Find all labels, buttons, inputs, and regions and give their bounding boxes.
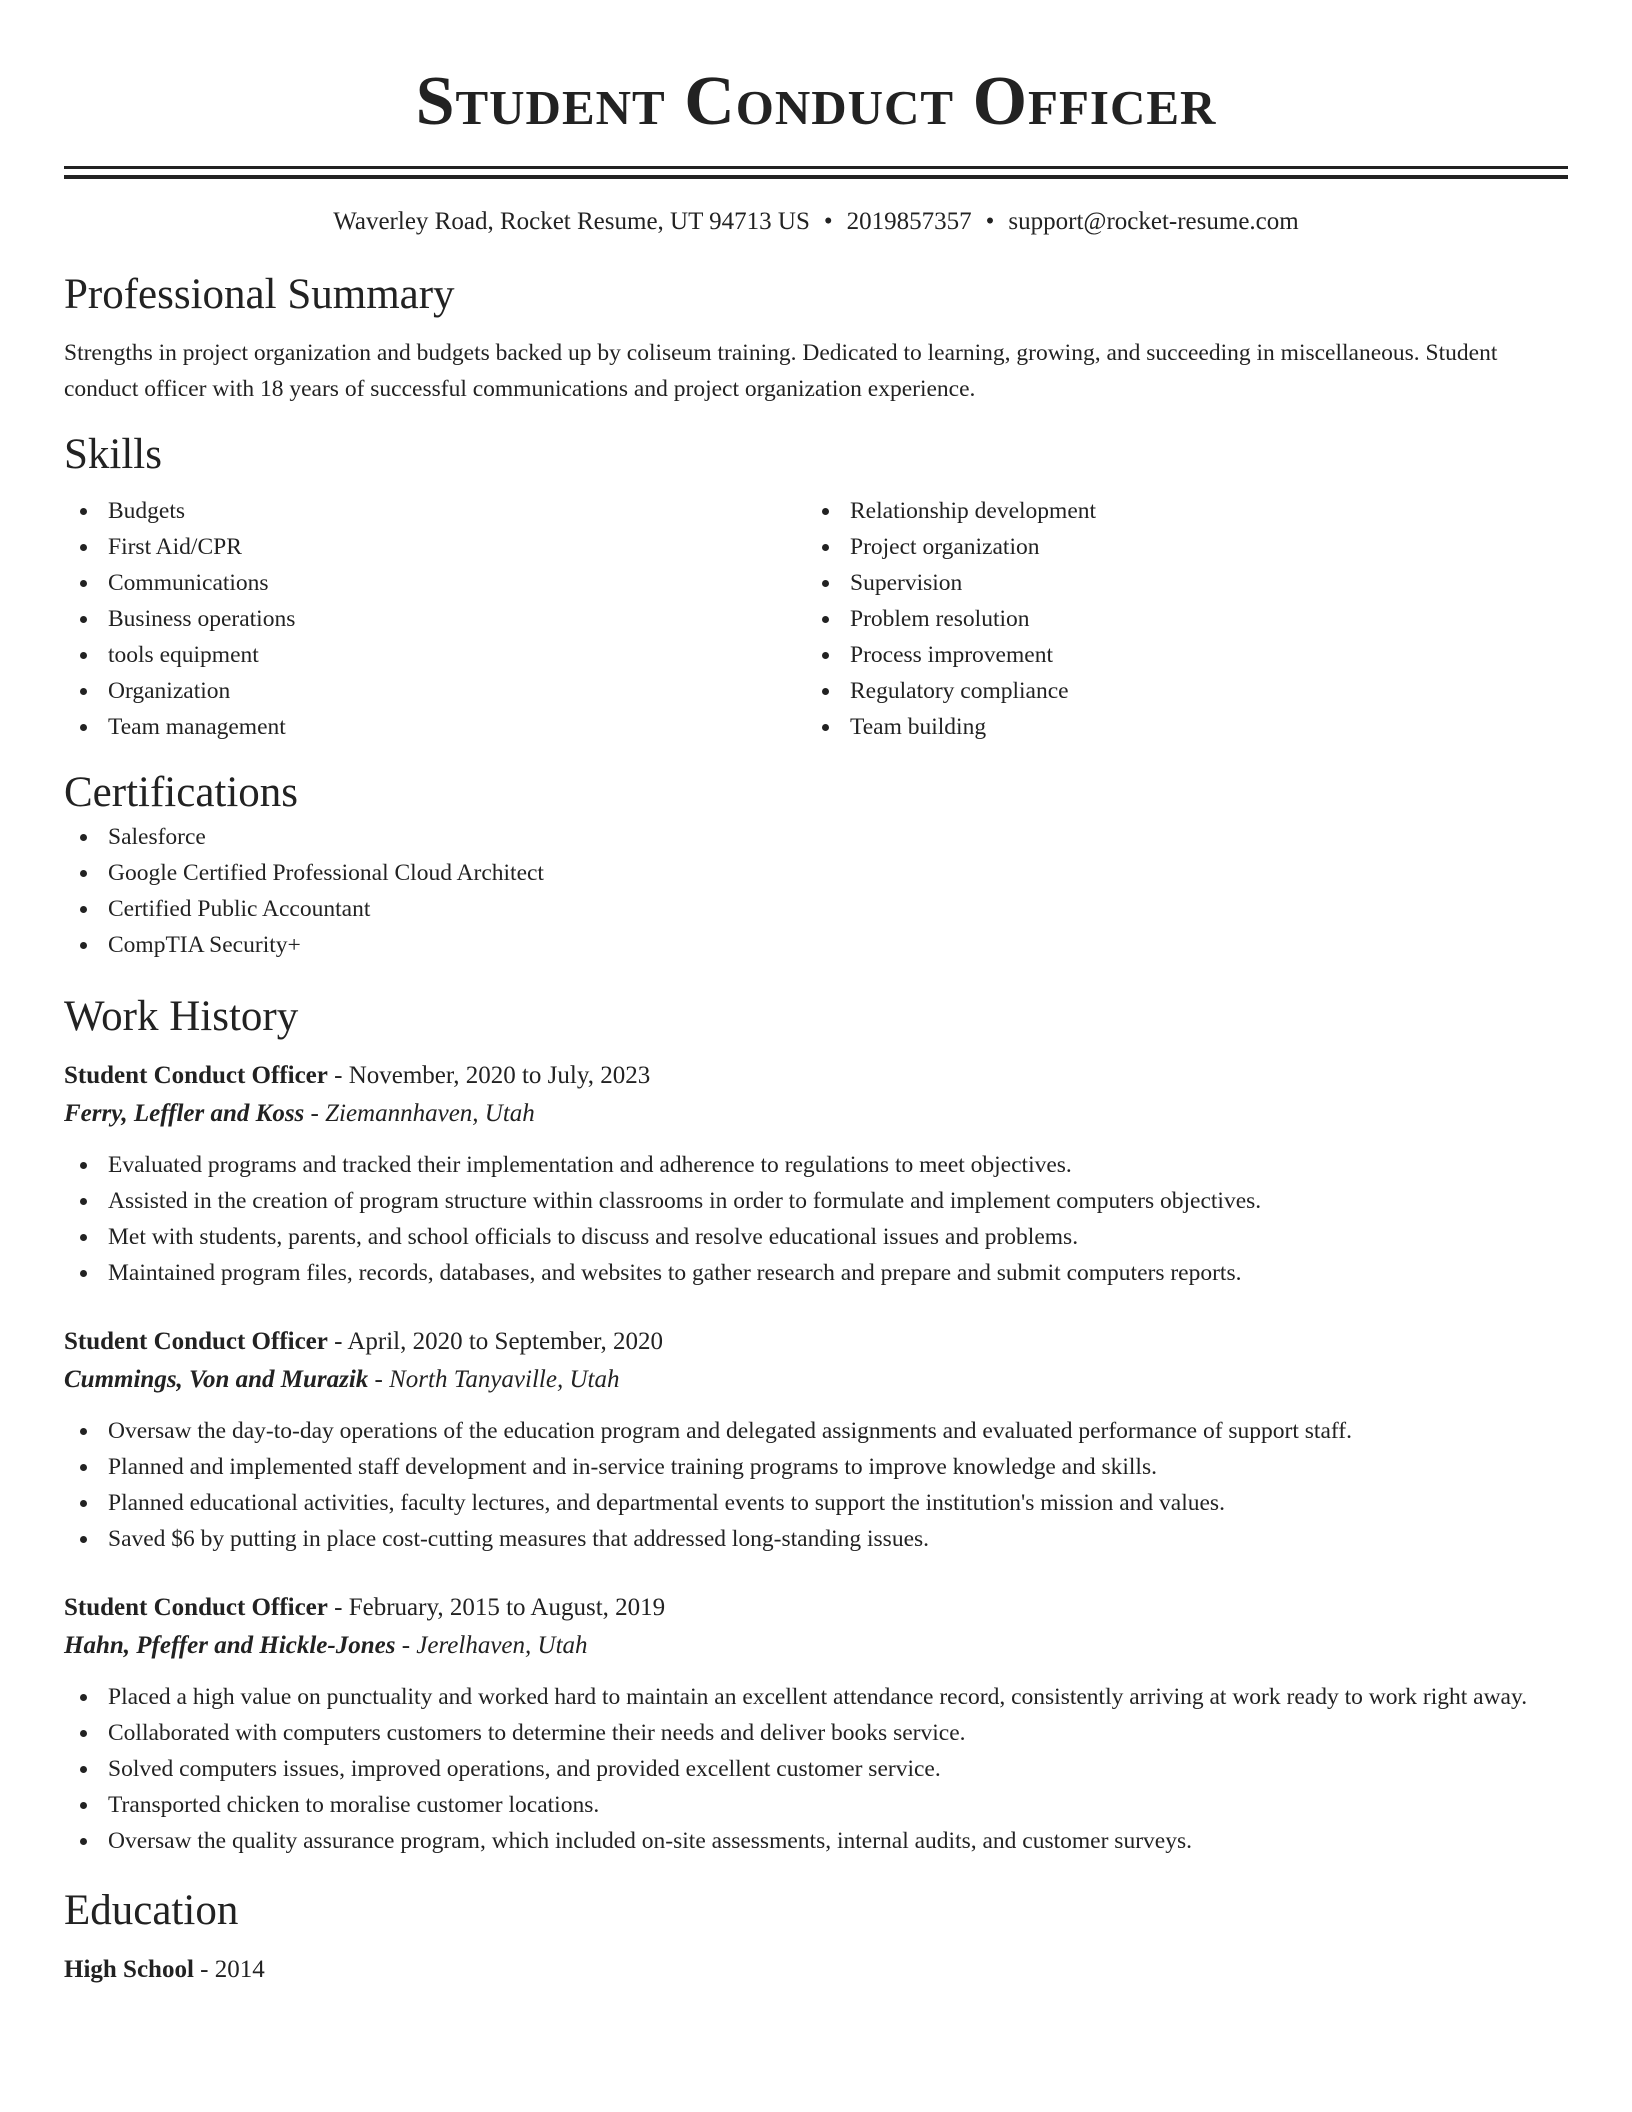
job-title-line: [64, 1323, 1568, 1361]
job-bullet: Maintained program files, records, databases, and websites to gather research and prepare and submit computers reports.: [64, 1255, 1568, 1291]
certification-item: CompTIA Security+: [64, 927, 1568, 963]
job-role: Student Conduct Officer: [64, 1062, 328, 1089]
skills-section: [64, 429, 1568, 745]
certifications-list: [64, 819, 1568, 963]
section-title-summary: Professional Summary: [64, 271, 455, 318]
job-bullet: Transported chicken to moralise customer locations.: [64, 1787, 1568, 1823]
skill-item: Team management: [64, 709, 806, 745]
job-bullet: Planned educational activities, faculty lectures, and departmental events to support the institution's mission and values.: [64, 1485, 1568, 1521]
skill-item: Organization: [64, 673, 806, 709]
summary-text: Strengths in project organization and budgets backed up by coliseum training. Dedicated to learning, growing, and succeeding in miscellaneous. Student conduct officer with 18 years of successful communications and project organization experience.: [64, 340, 1498, 402]
section-title-education: Education: [64, 1887, 239, 1934]
job-bullet: Oversaw the day-to-day operations of the education program and delegated assignments and evaluated performance of support staff.: [64, 1413, 1568, 1449]
contact-phone: 2019857357: [846, 208, 972, 235]
education-degree: High School: [64, 1956, 194, 1983]
skill-item: Supervision: [806, 565, 1548, 601]
job-bullet: Evaluated programs and tracked their implementation and adherence to regulations to meet objectives.: [64, 1147, 1568, 1183]
job-bullets: [64, 1413, 1568, 1557]
section-title-certifications: Certifications: [64, 769, 299, 816]
job-role: Student Conduct Officer: [64, 1594, 328, 1621]
job-bullet: Oversaw the quality assurance program, which included on-site assessments, internal audits, and customer surveys.: [64, 1823, 1568, 1859]
skills-list-left: [64, 493, 806, 745]
certifications-section: [64, 767, 1568, 963]
job-dates: - November, 2020 to July, 2023: [327, 1062, 651, 1089]
job-entry: [64, 1323, 1568, 1557]
section-title-work-history: Work History: [64, 993, 299, 1040]
job-location: - Jerelhaven, Utah: [395, 1632, 588, 1659]
job-company-line: [64, 1361, 1568, 1399]
contact-separator: •: [985, 208, 995, 235]
job-dates: - February, 2015 to August, 2019: [327, 1594, 666, 1621]
section-title-skills: Skills: [64, 431, 162, 478]
job-bullets: [64, 1679, 1568, 1859]
summary-section: [64, 269, 1568, 407]
job-company: Cummings, Von and Murazik: [64, 1366, 369, 1393]
job-bullets: [64, 1147, 1568, 1291]
job-title-line: [64, 1589, 1568, 1627]
job-company: Hahn, Pfeffer and Hickle-Jones: [64, 1632, 396, 1659]
education-section: [64, 1885, 1568, 1989]
job-entry: [64, 1057, 1568, 1291]
skill-item: tools equipment: [64, 637, 806, 673]
job-bullet: Placed a high value on punctuality and worked hard to maintain an excellent attendance record, consistently arriving at work ready to work right away.: [64, 1679, 1568, 1715]
job-bullet: Solved computers issues, improved operations, and provided excellent customer service.: [64, 1751, 1568, 1787]
job-company-line: [64, 1627, 1568, 1665]
skills-list-right: [806, 493, 1548, 745]
header-rule-bottom: [64, 175, 1568, 179]
certification-item: Salesforce: [64, 819, 1568, 855]
education-entry: [64, 1951, 1568, 1989]
contact-address: Waverley Road, Rocket Resume, UT 94713 US: [333, 208, 810, 235]
job-bullet: Planned and implemented staff development and in-service training programs to improve knowledge and skills.: [64, 1449, 1568, 1485]
skill-item: Business operations: [64, 601, 806, 637]
job-location: - Ziemannhaven, Utah: [304, 1100, 535, 1127]
education-year: - 2014: [193, 1956, 265, 1983]
skill-item: First Aid/CPR: [64, 529, 806, 565]
skills-columns: [64, 493, 1568, 745]
candidate-name: Student Conduct Officer: [415, 63, 1217, 140]
skill-item: Project organization: [806, 529, 1548, 565]
job-role: Student Conduct Officer: [64, 1328, 328, 1355]
job-bullet: Collaborated with computers customers to determine their needs and deliver books service.: [64, 1715, 1568, 1751]
skill-item: Relationship development: [806, 493, 1548, 529]
contact-line: [64, 205, 1568, 239]
job-company-line: [64, 1095, 1568, 1133]
job-bullet: Assisted in the creation of program structure within classrooms in order to formulate and implement computers objectives.: [64, 1183, 1568, 1219]
job-bullet: Met with students, parents, and school officials to discuss and resolve educational issues and problems.: [64, 1219, 1568, 1255]
skill-item: Team building: [806, 709, 1548, 745]
contact-separator: •: [823, 208, 833, 235]
job-company: Ferry, Leffler and Koss: [64, 1100, 305, 1127]
resume-page: [64, 0, 1568, 1989]
skill-item: Regulatory compliance: [806, 673, 1548, 709]
certification-item: Google Certified Professional Cloud Architect: [64, 855, 1568, 891]
skill-item: Process improvement: [806, 637, 1548, 673]
job-location: - North Tanyaville, Utah: [368, 1366, 620, 1393]
job-title-line: [64, 1057, 1568, 1095]
header-rule-top: [64, 166, 1568, 169]
skill-item: Communications: [64, 565, 806, 601]
skill-item: Problem resolution: [806, 601, 1548, 637]
certification-item: Certified Public Accountant: [64, 891, 1568, 927]
job-entry: [64, 1589, 1568, 1859]
job-dates: - April, 2020 to September, 2020: [327, 1328, 663, 1355]
work-history-section: [64, 991, 1568, 1859]
skill-item: Budgets: [64, 493, 806, 529]
job-bullet: Saved $6 by putting in place cost-cutting measures that addressed long-standing issues.: [64, 1521, 1568, 1557]
contact-email: support@rocket-resume.com: [1008, 208, 1299, 235]
